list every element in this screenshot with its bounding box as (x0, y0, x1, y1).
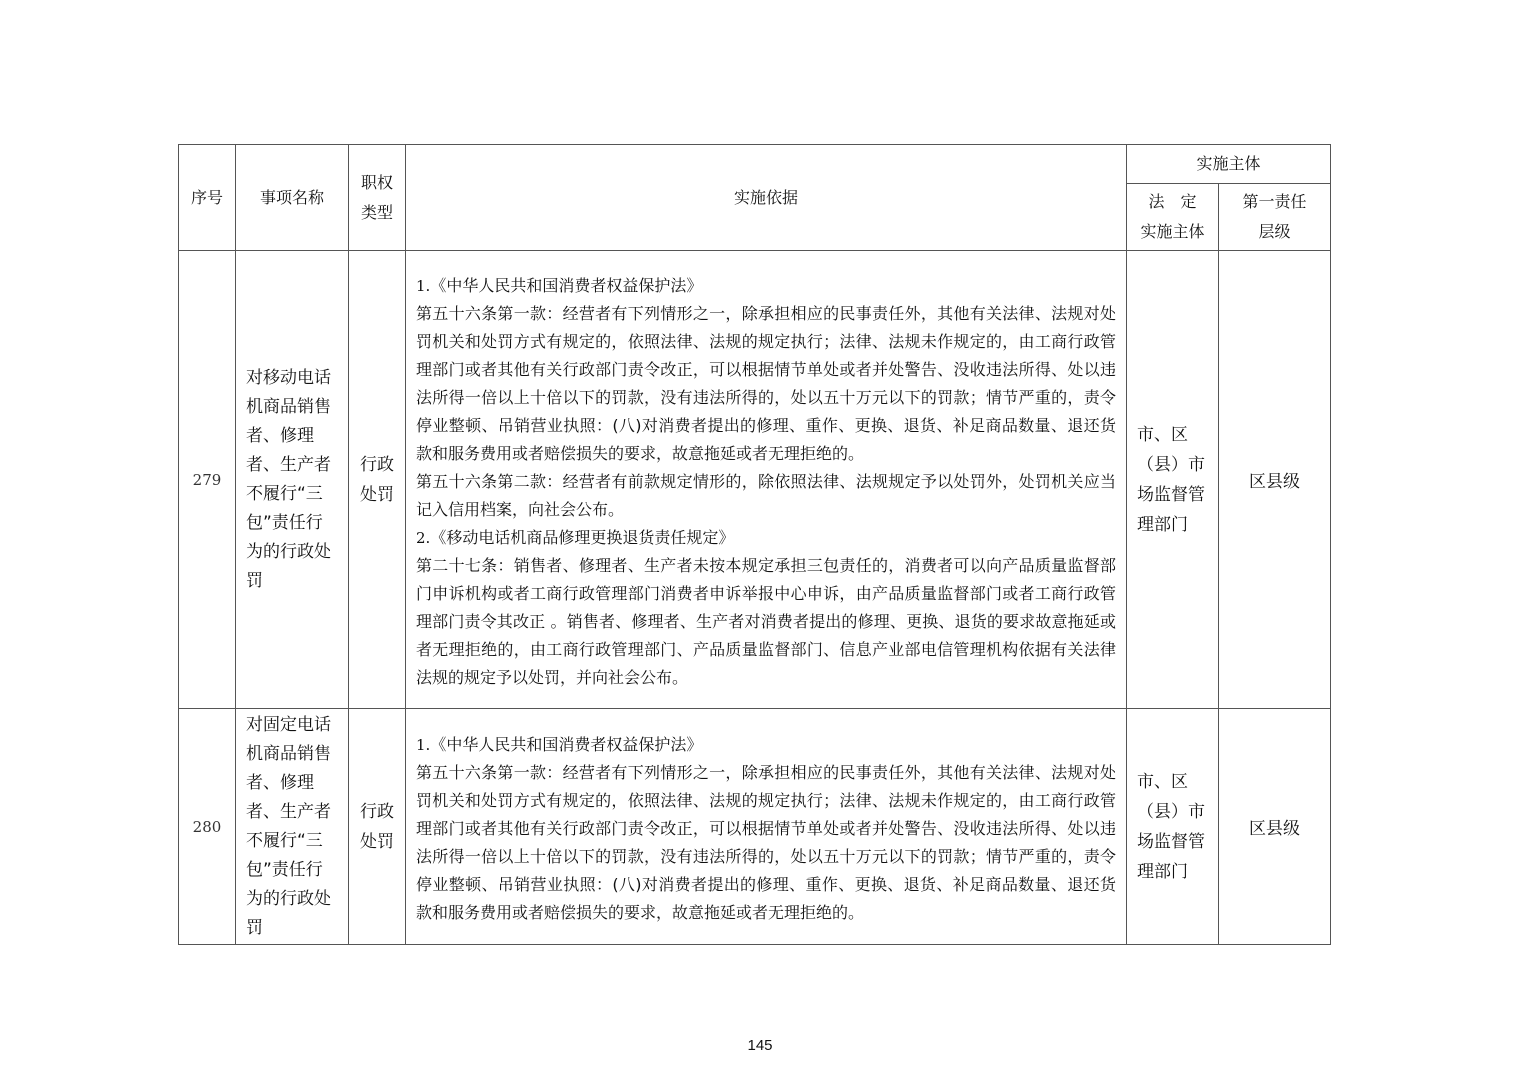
row-power-type: 行政 处罚 (349, 251, 406, 709)
table-body (179, 251, 1331, 945)
law-title (416, 272, 1116, 300)
row-power-type: 行政 处罚 (349, 709, 406, 945)
header-first-level: 第一责任 层级 (1219, 184, 1331, 251)
authority-table (178, 144, 1331, 945)
header-legal-subject: 法 定 实施主体 (1127, 184, 1219, 251)
law-title (416, 524, 1116, 552)
article-text: 第五十六条第一款：经营者有下列情形之一，除承担相应的民事责任外，其他有关法律、法规对处罚机关和处罚方式有规定的，依照法律、法规的规定执行；法律、法规未作规定的，由工商行政管理部门或者其他有关行政部门责令改正，可以根据情节单处或者并处警告、没收违法所得、处以违法所得一倍以上十倍以下的罚款，没有违法所得的，处以五十万元以下的罚款；情节严重的，责令停业整顿、吊销营业执照：(八)对消费者提出的修理、重作、更换、退货、补足商品数量、退还货款和服务费用或者赔偿损失的要求，故意拖延或者无理拒绝的。 (416, 303, 1116, 463)
header-name: 事项名称 (236, 145, 349, 251)
law-name: 《移动电话机商品修理更换退货责任规定》 (430, 527, 735, 547)
table-row (179, 709, 1331, 945)
row-legal-subject: 市、区（县）市场监督管理部门 (1127, 709, 1219, 945)
row-basis (406, 709, 1127, 945)
article-text: 第五十六条第一款：经营者有下列情形之一，除承担相应的民事责任外，其他有关法律、法规对处罚机关和处罚方式有规定的，依照法律、法规的规定执行；法律、法规未作规定的，由工商行政管理部门或者其他有关行政部门责令改正，可以根据情节单处或者并处警告、没收违法所得、处以违法所得一倍以上十倍以下的罚款，没有违法所得的，处以五十万元以下的罚款；情节严重的，责令停业整顿、吊销营业执照：(八)对消费者提出的修理、重作、更换、退货、补足商品数量、退还货款和服务费用或者赔偿损失的要求，故意拖延或者无理拒绝的。 (416, 762, 1116, 922)
row-first-level: 区县级 (1219, 251, 1331, 709)
row-seq: 279 (179, 251, 236, 709)
row-seq: 280 (179, 709, 236, 945)
law-number: 1. (416, 276, 431, 295)
page-number: 145 (747, 1037, 773, 1054)
table-row (179, 251, 1331, 709)
header-seq: 序号 (179, 145, 236, 251)
article-text: 第二十七条：销售者、修理者、生产者未按本规定承担三包责任的，消费者可以向产品质量监督部门申诉机构或者工商行政管理部门消费者申诉举报中心申诉，由产品质量监督部门或者工商行政管理部门责令其改正 。销售者、修理者、生产者对消费者提出的修理、更换、退货的要求故意拖延或者无理拒绝的，由工商行政管理部门、产品质量监督部门、信息产业部电信管理机构依据有关法律法规的规定予以处罚，并向社会公布。 (416, 555, 1116, 687)
header-power-type: 职权 类型 (349, 145, 406, 251)
row-first-level: 区县级 (1219, 709, 1331, 945)
law-name: 《中华人民共和国消费者权益保护法》 (430, 734, 703, 754)
row-item-name: 对固定电话机商品销售者、修理者、生产者不履行“三包”责任行为的行政处罚 (236, 709, 349, 945)
law-number: 2. (416, 528, 431, 547)
header-subject-group: 实施主体 (1127, 145, 1331, 184)
article-text: 第五十六条第二款：经营者有前款规定情形的，除依照法律、法规规定予以处罚外，处罚机关应当记入信用档案，向社会公布。 (416, 471, 1116, 519)
row-item-name: 对移动电话机商品销售者、修理者、生产者不履行“三包”责任行为的行政处罚 (236, 251, 349, 709)
row-basis (406, 251, 1127, 709)
law-number: 1. (416, 735, 431, 754)
law-title (416, 731, 1116, 759)
law-name: 《中华人民共和国消费者权益保护法》 (430, 275, 703, 295)
header-basis: 实施依据 (406, 145, 1127, 251)
row-legal-subject: 市、区（县）市场监督管理部门 (1127, 251, 1219, 709)
